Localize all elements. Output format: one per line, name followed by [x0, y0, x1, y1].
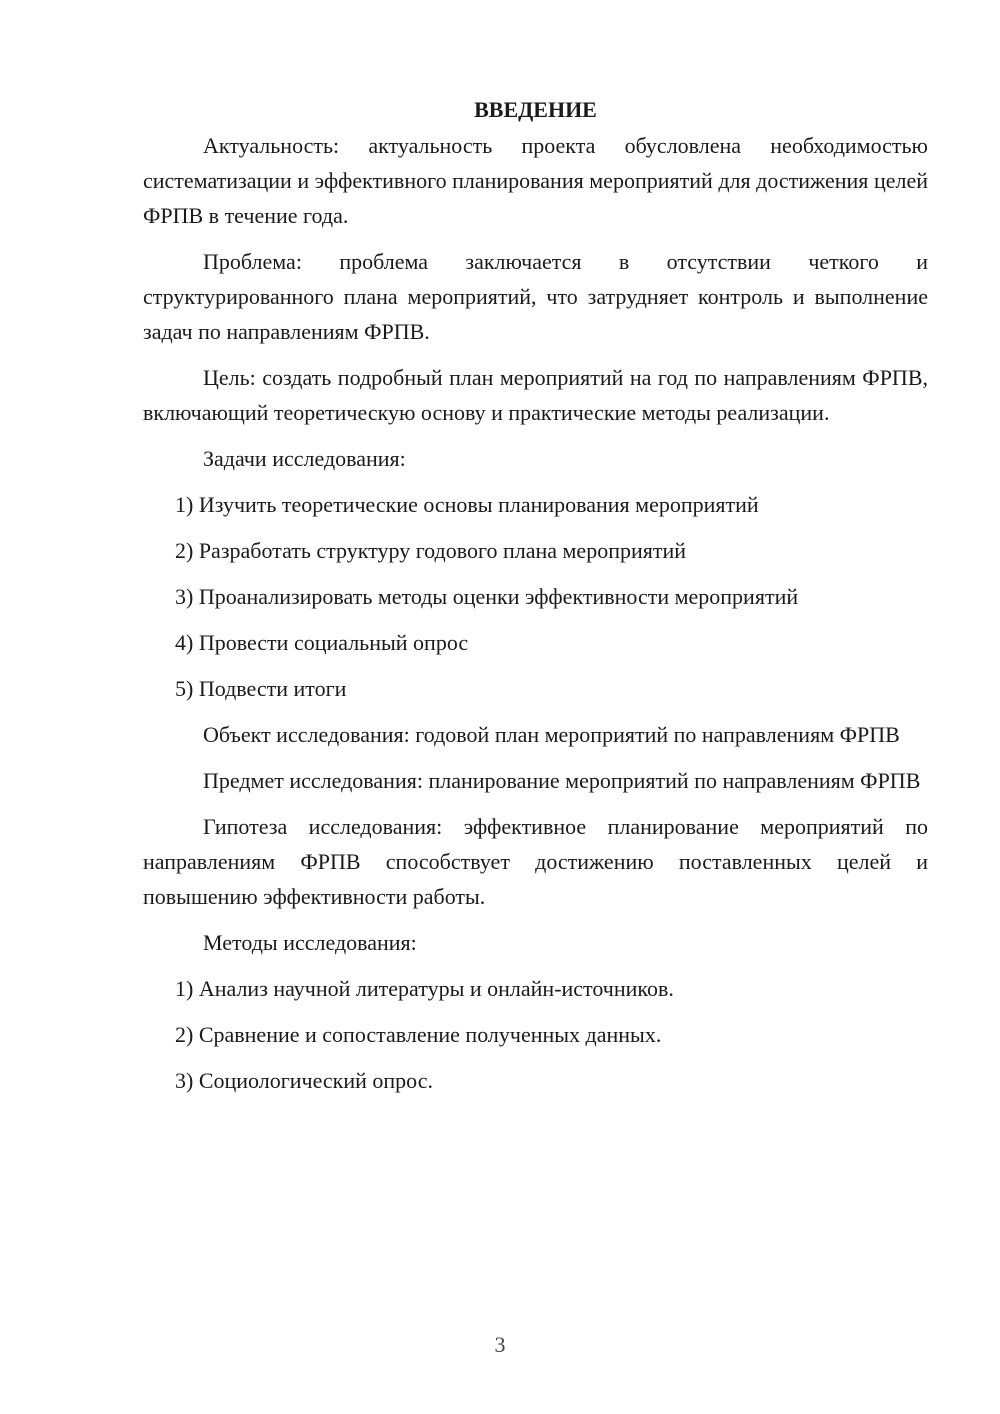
goal-paragraph: Цель: создать подробный план мероприятий на год по направлениям ФРПВ, включающий теоретическую основу и практические методы реализации. — [143, 365, 928, 425]
page-number: 3 — [494, 1332, 506, 1357]
task-list-item: 1) Изучить теоретические основы планирования мероприятий — [175, 492, 759, 517]
document-page — [143, 92, 928, 1098]
hypothesis-paragraph: Гипотеза исследования: эффективное планирование мероприятий по направлениям ФРПВ способствует достижению поставленных целей и повышению эффективности работы. — [143, 814, 928, 909]
task-list-item: 2) Разработать структуру годового плана мероприятий — [175, 538, 687, 563]
tasks-title: Задачи исследования: — [203, 446, 406, 471]
method-list-item: 1) Анализ научной литературы и онлайн-источников. — [175, 976, 674, 1001]
task-list-item: 5) Подвести итоги — [175, 676, 347, 701]
task-list-item: 3) Проанализировать методы оценки эффективности мероприятий — [175, 584, 799, 609]
relevance-paragraph: Актуальность: актуальность проекта обусловлена необходимостью систематизации и эффективного планирования мероприятий для достижения целей ФРПВ в течение года. — [143, 133, 928, 228]
section-heading: ВВЕДЕНИЕ — [474, 97, 597, 122]
methods-title: Методы исследования: — [203, 930, 417, 955]
method-list-item: 3) Социологический опрос. — [175, 1068, 433, 1093]
object-paragraph: Объект исследования: годовой план мероприятий по направлениям ФРПВ — [203, 722, 900, 747]
subject-paragraph: Предмет исследования: планирование мероприятий по направлениям ФРПВ — [203, 768, 921, 793]
problem-paragraph: Проблема: проблема заключается в отсутствии четкого и структурированного плана мероприятий, что затрудняет контроль и выполнение задач по направлениям ФРПВ. — [143, 249, 928, 344]
task-list-item: 4) Провести социальный опрос — [175, 630, 469, 655]
method-list-item: 2) Сравнение и сопоставление полученных данных. — [175, 1022, 662, 1047]
